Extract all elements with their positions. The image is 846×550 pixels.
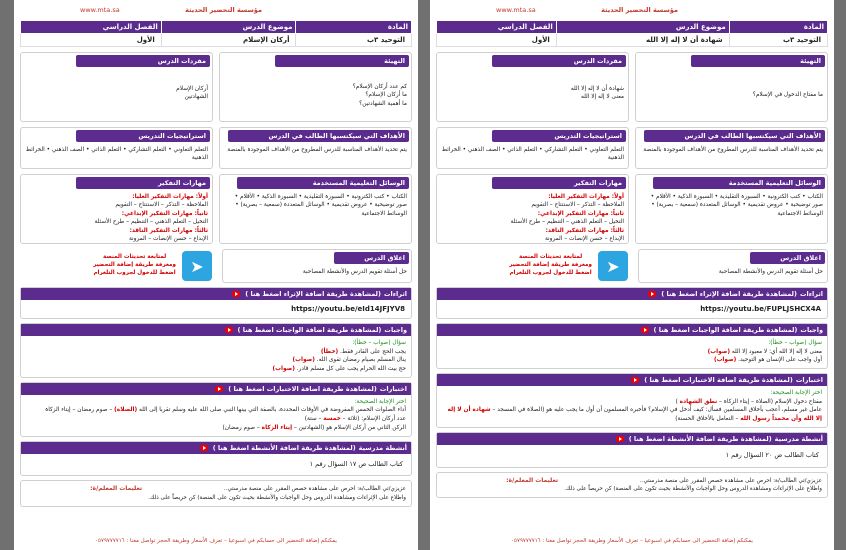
skills-3-text: الإبداع – حسن الإنصات – المرونة [128, 235, 208, 242]
lesson-page-left [14, 0, 418, 550]
homework-link[interactable]: (لمشاهدة طريقة اضافة الواجبات اضغط هنا ) [237, 326, 382, 334]
semester-value: الأول [437, 34, 557, 47]
skills-3-heading: ثالثاً: مهارات التفكير الناقد: [545, 227, 624, 234]
homework-answer: (خطأ) [320, 348, 339, 355]
topic-header: موضوع الدرس [556, 21, 729, 34]
youtube-icon[interactable] [232, 291, 240, 297]
telegram-promo[interactable] [20, 249, 216, 283]
org-name: مؤسسة التحضير الحديثة [185, 6, 262, 14]
intro-line: ما مفتاح الدخول في الإسلام؟ [752, 92, 823, 98]
youtube-icon[interactable] [631, 377, 639, 383]
homework-answer: (صواب) [272, 366, 295, 373]
tests-section [20, 382, 412, 437]
youtube-icon[interactable] [200, 445, 208, 451]
tools-box [635, 174, 828, 244]
telegram-line: لمتابعة تحديثات المنصة [518, 254, 583, 261]
objectives-heading: الأهداف التي سيكتسبها الطالب في الدرس [644, 130, 825, 142]
skills-heading: مهارات التفكير [492, 177, 626, 189]
activities-heading: أنشطة مدرسية [358, 443, 407, 452]
strategies-heading: استراتيجيات التدريس [76, 130, 210, 142]
objectives-box [635, 127, 828, 169]
skills-3-heading: ثالثاً: مهارات التفكير الناقد: [129, 227, 208, 234]
page-header [436, 4, 828, 17]
closing-heading: اغلاق الدرس [334, 252, 409, 264]
lesson-info-table [20, 20, 412, 47]
telegram-promo[interactable] [436, 249, 632, 283]
homework-answer: (صواب) [292, 357, 315, 364]
objectives-text: يتم تحديد الأهداف المناسبة للدرس المطروح من الأهداف الموجودة بالمنصة [643, 147, 823, 153]
content-box [436, 52, 629, 122]
skills-1-text: الملاحظة – التذكر – الاستنتاج – التقويم [531, 202, 624, 209]
enrichment-url[interactable]: https://youtu.be/FUPLJSHCX4A [700, 305, 821, 313]
telegram-icon[interactable]: ➤ [598, 251, 628, 281]
youtube-icon[interactable] [648, 291, 656, 297]
skills-heading: مهارات التفكير [76, 177, 210, 189]
website-link[interactable]: www.mta.sa [80, 6, 120, 14]
closing-heading: اغلاق الدرس [750, 252, 825, 264]
content-line: أركان الإسلام [176, 86, 208, 92]
telegram-line: ومعرفة طريقة إضافة التحضير [509, 262, 592, 269]
homework-question: سؤال (صواب – خطأ): [352, 340, 406, 346]
intro-box [219, 52, 412, 122]
objectives-text: يتم تحديد الأهداف المناسبة للدرس المطروح من الأهداف الموجودة بالمنصة [227, 147, 407, 153]
tests-heading: اختبارات [795, 376, 823, 385]
telegram-line: لمتابعة تحديثات المنصة [102, 254, 167, 261]
test-answer: خمسة [323, 416, 341, 423]
test-answer: شهادة أن لا إله إلا الله وأن محمداً رسول الله [447, 407, 822, 423]
telegram-icon[interactable]: ➤ [182, 251, 212, 281]
skills-1-heading: أولاً: مهارات التفكير العليا: [548, 194, 624, 200]
activities-section [20, 441, 412, 477]
teacher-notes [20, 480, 412, 507]
intro-box [635, 52, 828, 122]
tools-text: الكتاب • كتب الكترونية • السبورة التقليدية • السبورة الذكية • الأقلام • صور توضيحية • عروض تقديمية • الوسائل المتعددة (سمعية – بصرية) • الوسائط الاجتماعية [650, 194, 823, 217]
notes-label: تعليمات المعلم/ة: [90, 485, 143, 493]
semester-header: الفصل الدراسي [437, 21, 557, 34]
telegram-line: ومعرفة طريقة إضافة التحضير [93, 262, 176, 269]
skills-1-heading: أولاً: مهارات التفكير العليا: [132, 194, 208, 200]
skills-box [20, 174, 213, 244]
enrichment-heading: اثراءات [383, 290, 407, 298]
homework-heading: واجبات [384, 326, 407, 334]
intro-line: كم عدد أركان الإسلام؟ [352, 84, 407, 90]
closing-text: حل أسئلة تقويم الدرس والأنشطة المصاحبة [302, 269, 407, 275]
tests-link[interactable]: (لمشاهدة طريقة اضافة الاختبارات اضغط هنا ) [228, 384, 377, 393]
activity-text: كتاب الطالب ص ١٧ السؤال رقم ١ [309, 459, 403, 468]
homework-item: حج بيت الله الحرام يجب على كل مسلم قادر. [296, 366, 406, 373]
test-options: – ستة) [304, 416, 322, 423]
skills-1-text: الملاحظة – التذكر – الاستنتاج – التقويم [115, 202, 208, 209]
topic-value: شهادة أن لا إله إلا الله [556, 34, 729, 47]
skills-box [436, 174, 629, 244]
homework-item: معنى لا إله إلا الله أي: لا معبود إلا الله [731, 348, 822, 355]
content-heading: مفردات الدرس [492, 55, 626, 67]
objectives-box [219, 127, 412, 169]
test-question: مفتاح دخول الإسلام (الصلاة – إيتاء الزكاة – [719, 398, 822, 405]
homework-section [436, 323, 828, 369]
test-answer: نطق الشهادة [679, 398, 718, 405]
teacher-notes [436, 472, 828, 499]
skills-2-heading: ثانياً: مهارات التفكير الإبداعي: [121, 210, 208, 217]
activity-text: كتاب الطالب ص ٢٠ السؤال رقم ١ [725, 450, 819, 459]
page-header [20, 4, 412, 17]
tests-instruction: اختر الإجابة الصحيحة: [770, 390, 822, 397]
intro-line: ما أهمية الشهادتين؟ [359, 100, 407, 107]
intro-line: ما أركان الإسلام؟ [365, 92, 407, 99]
homework-item: ينال المسلم بصيام رمضان تقوى الله. [316, 357, 406, 364]
content-line: معنى لا إله إلا الله [581, 94, 624, 101]
test-answer: إيتاء الزكاة [261, 424, 293, 431]
lesson-info-table [436, 20, 828, 47]
lesson-page-right [430, 0, 834, 550]
strategies-text: التعلم التعاوني • التعلم التشاركي • التعلم الذاتي • الصف الذهني • الخرائط الذهنية [441, 147, 624, 162]
telegram-line: اضغط للدخول لجروب التلغرام [93, 269, 176, 276]
website-link[interactable]: www.mta.sa [496, 6, 536, 14]
intro-heading: التهيئة [275, 55, 409, 67]
page-footer: يمكنكم إضافة التحضير الى حسابكم في اسبوعيا – تعرف الأسعار وطريقة الحجز تواصل معنا : ٠٥٧٩٧٧٧٧١٦ [95, 538, 337, 544]
activities-heading: أنشطة مدرسية [774, 434, 823, 443]
homework-link[interactable]: (لمشاهدة طريقة اضافة الواجبات اضغط هنا ) [653, 326, 798, 334]
page-footer: يمكنكم إضافة التحضير الى حسابكم في اسبوعيا – تعرف الأسعار وطريقة الحجز تواصل معنا : ٠٥٧٩٧٧٧٧١٦ [511, 538, 753, 544]
test-options: – التعامل بالأخلاق الحسنة) [675, 416, 739, 423]
strategies-box [436, 127, 629, 169]
homework-answer: (صواب) [707, 348, 731, 355]
closing-text: حل أسئلة تقويم الدرس والأنشطة المصاحبة [718, 269, 823, 275]
skills-2-text: التخيل – التعلم الذهني – التنظيم – طرح الأسئلة [510, 219, 624, 226]
test-answer: (الصلاة) [114, 407, 138, 414]
content-line: الشهادتين [184, 94, 208, 101]
notes-line: عزيزي/تي الطالب/ة: احرص على مشاهدة حصص المقرر على منصة مدرستي.. [223, 486, 406, 493]
tests-link[interactable]: (لمشاهدة طريقة اضافة الاختبارات اضغط هنا ) [644, 376, 793, 385]
homework-item: يجب الحج على القادر فقط. [340, 348, 406, 355]
test-question: الركن الثاني من أركان الإسلام هو (الشهادتين – [293, 424, 406, 431]
content-line: شهادة أن لا إله إلا الله [570, 86, 624, 92]
homework-question: سؤال (صواب – خطأ): [768, 340, 822, 346]
intro-heading: التهيئة [691, 55, 825, 67]
tests-section [436, 373, 828, 428]
telegram-line: اضغط للدخول لجروب التلغرام [509, 269, 592, 276]
semester-value: الأول [21, 34, 162, 47]
test-question: عدد أركان الإسلام: (ثلاثة – [342, 416, 406, 423]
semester-header: الفصل الدراسي [21, 21, 162, 34]
homework-answer: (صواب) [713, 357, 737, 364]
content-box [20, 52, 213, 122]
topic-value: أركان الإسلام [161, 34, 296, 47]
enrichment-url[interactable]: https://youtu.be/eId14JFJYV8 [291, 305, 405, 313]
youtube-icon[interactable] [225, 327, 233, 333]
youtube-icon[interactable] [616, 436, 624, 442]
activities-section [436, 432, 828, 468]
subject-value: التوحيد ٣ب [296, 34, 412, 47]
strategies-heading: استراتيجيات التدريس [492, 130, 626, 142]
subject-value: التوحيد ٣ب [729, 34, 827, 47]
youtube-icon[interactable] [641, 327, 649, 333]
homework-item: أول واجب على الإنسان هو التوحيد. [738, 357, 822, 364]
youtube-icon[interactable] [215, 386, 223, 392]
test-options: – صوم رمضان) [222, 424, 260, 431]
homework-section [20, 323, 412, 378]
content-heading: مفردات الدرس [76, 55, 210, 67]
homework-heading: واجبات [800, 326, 823, 334]
tools-heading: الوسائل التعليمية المستخدمة [237, 177, 409, 189]
closing-box [222, 249, 412, 283]
tools-text: الكتاب • كتب الكترونية • السبورة التقليدية • السبورة الذكية • الأقلام • صور توضيحية • عروض تقديمية • الوسائل المتعددة (سمعية – بصرية) • الوسائط الاجتماعية [234, 194, 407, 217]
skills-3-text: الإبداع – حسن الإنصات – المرونة [544, 235, 624, 242]
topic-header: موضوع الدرس [161, 21, 296, 34]
notes-line: عزيزي/تي الطالب/ة: احرص على مشاهدة حصص المقرر على منصة مدرستي.. [639, 477, 822, 484]
skills-2-text: التخيل – التعلم الذهني – التنظيم – طرح الأسئلة [94, 219, 208, 226]
subject-header: المادة [729, 21, 827, 34]
notes-label: تعليمات المعلم/ة: [506, 476, 559, 484]
activities-link[interactable]: (لمشاهدة طريقة اضافة الأنشطة اضغط هنا ) [212, 443, 356, 452]
test-options: – صوم رمضان – إيتاء الزكاة [45, 407, 113, 414]
strategies-text: التعلم التعاوني • التعلم التشاركي • التعلم الذاتي • الصف الذهني • الخرائط الذهنية [25, 147, 208, 162]
enrichment-link[interactable]: (لمشاهدة طريقة اضافة الإثراء اضغط هنا ) [661, 290, 797, 298]
org-name: مؤسسة التحضير الحديثة [601, 6, 678, 14]
skills-2-heading: ثانياً: مهارات التفكير الإبداعي: [537, 210, 624, 217]
enrichment-section [20, 287, 412, 319]
tools-heading: الوسائل التعليمية المستخدمة [653, 177, 825, 189]
enrichment-heading: اثراءات [799, 290, 823, 298]
subject-header: المادة [296, 21, 412, 34]
notes-line: واطلاع على الإثراءات ومشاهدة الدروس وحل الواجبات والأنشطة بحيث تكون على المنصة) كن حريصاً على ذلك. [564, 485, 822, 492]
test-question: عامل غير مسلم، أعجب بأخلاق المسلمين فسأل: كيف أدخل في الإسلام؟ فأخبره المسلمون أن أول ما يجب عليه هو (الصلاة في المسجد – [492, 407, 822, 414]
tests-instruction: اختر الإجابة الصحيحة: [354, 398, 406, 405]
enrichment-section [436, 287, 828, 319]
closing-box [638, 249, 828, 283]
strategies-box [20, 127, 213, 169]
test-options: ) [675, 398, 678, 405]
activities-link[interactable]: (لمشاهدة طريقة اضافة الأنشطة اضغط هنا ) [628, 434, 772, 443]
notes-line: واطلاع على الإثراءات ومشاهدة الدروس وحل الواجبات والأنشطة بحيث تكون على المنصة) كن حريصاً على ذلك. [148, 494, 406, 501]
objectives-heading: الأهداف التي سيكتسبها الطالب في الدرس [228, 130, 409, 142]
tools-box [219, 174, 412, 244]
enrichment-link[interactable]: (لمشاهدة طريقة اضافة الإثراء اضغط هنا ) [245, 290, 381, 298]
test-question: أداء الصلوات الخمس المفروضة في الأوقات المحددة، بالصفة التي بينها النبي صلى الله عليه وسلم تقربا إلى الله [138, 407, 406, 414]
tests-heading: اختبارات [379, 384, 407, 393]
